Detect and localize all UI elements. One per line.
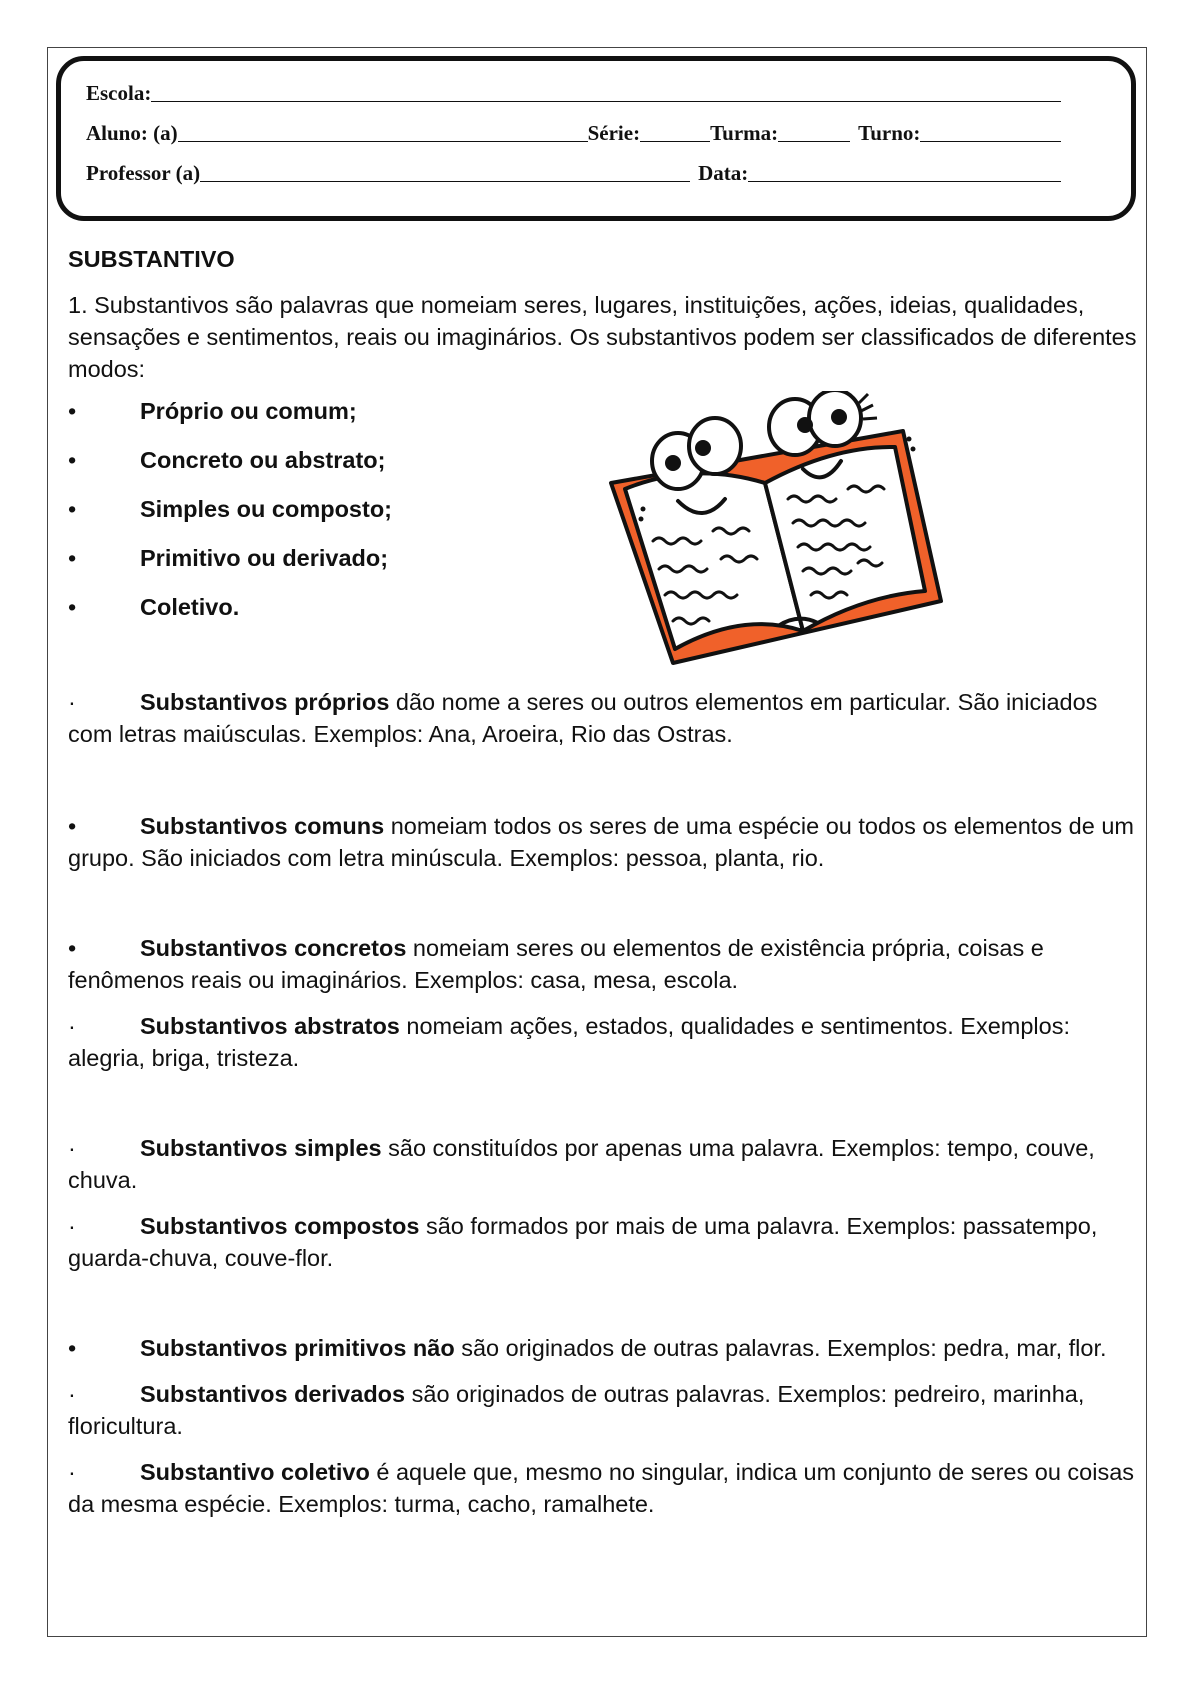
definition-proprios — [68, 686, 1138, 750]
right-pupil-2 — [831, 409, 847, 425]
bullet: • — [68, 1335, 77, 1361]
serie-label: Série: — [587, 121, 641, 145]
escola-label: Escola: — [86, 81, 152, 105]
definition-text: são originados de outras palavras. Exemplos: pedreiro, marinha, floricultura. — [68, 1381, 1085, 1439]
escola-field[interactable] — [151, 101, 1061, 102]
page-title: SUBSTANTIVO — [68, 246, 235, 272]
definition-abstratos — [68, 1010, 1138, 1074]
bullet: · — [68, 1013, 76, 1039]
professor-row — [86, 161, 1061, 186]
definition-term: Substantivos derivados — [140, 1381, 406, 1407]
list-item-label: Próprio ou comum; — [140, 398, 357, 424]
bullet: · — [68, 1381, 76, 1407]
list-item-label: Concreto ou abstrato; — [140, 447, 386, 473]
definition-term: Substantivos primitivos não — [140, 1335, 455, 1361]
intro-paragraph: 1. Substantivos são palavras que nomeiam seres, lugares, instituições, ações, ideias, qualidades, sensações e sentimentos, reais ou imaginários. Os substantivos podem ser classificados de diferentes modos: — [68, 292, 1137, 382]
aluno-label: Aluno: (a) — [86, 121, 178, 145]
definition-term: Substantivos abstratos — [140, 1013, 400, 1039]
professor-label: Professor (a) — [86, 161, 201, 185]
definition-coletivo — [68, 1456, 1138, 1520]
definition-primitivos — [68, 1332, 1138, 1364]
turma-label: Turma: — [710, 121, 779, 145]
aluno-row — [86, 121, 1061, 146]
worksheet-page — [47, 47, 1147, 1637]
student-info-header — [56, 56, 1136, 221]
turno-label: Turno: — [858, 121, 921, 145]
data-field[interactable] — [748, 181, 1061, 182]
definition-text: dão nome a seres ou outros elementos em particular. São iniciados com letras maiúsculas. Exemplos: Ana, Aroeira, Rio das Ostras. — [68, 689, 1098, 747]
definition-text: são constituídos por apenas uma palavra. Exemplos: tempo, couve, chuva. — [68, 1135, 1095, 1193]
definition-simples — [68, 1132, 1138, 1196]
happy-book-illustration — [603, 391, 978, 691]
data-label: Data: — [698, 161, 749, 185]
definition-term: Substantivo coletivo — [140, 1459, 370, 1485]
definition-comuns — [68, 810, 1138, 874]
right-pupil-1 — [797, 417, 813, 433]
definition-text: são formados por mais de uma palavra. Exemplos: passatempo, guarda-chuva, couve-flor. — [68, 1213, 1098, 1271]
definition-term: Substantivos comuns — [140, 813, 385, 839]
definition-term: Substantivos próprios — [140, 689, 390, 715]
aluno-field[interactable] — [178, 141, 588, 142]
turma-field[interactable] — [778, 141, 850, 142]
bullet: • — [68, 545, 77, 571]
bullet: • — [68, 398, 77, 424]
professor-field[interactable] — [200, 181, 690, 182]
definition-text: é aquele que, mesmo no singular, indica um conjunto de seres ou coisas da mesma espécie. Exemplos: turma, cacho, ramalhete. — [68, 1459, 1135, 1517]
definition-concretos — [68, 932, 1138, 996]
bullet: · — [68, 689, 76, 715]
list-item-label: Simples ou composto; — [140, 496, 392, 522]
definition-text: nomeiam seres ou elementos de existência própria, coisas e fenômenos reais ou imaginários. Exemplos: casa, mesa, escola. — [68, 935, 1044, 993]
definition-text: nomeiam ações, estados, qualidades e sentimentos. Exemplos: alegria, briga, tristeza. — [68, 1013, 1070, 1071]
bullet: • — [68, 447, 77, 473]
definition-term: Substantivos simples — [140, 1135, 382, 1161]
bullet: • — [68, 496, 77, 522]
definition-term: Substantivos compostos — [140, 1213, 420, 1239]
bullet: • — [68, 594, 77, 620]
bullet: • — [68, 935, 77, 961]
left-pupil-2 — [695, 440, 711, 456]
list-item-label: Coletivo. — [140, 594, 240, 620]
definition-text: são originados de outras palavras. Exemplos: pedra, mar, flor. — [454, 1335, 1107, 1361]
bullet: · — [68, 1135, 76, 1161]
bullet: • — [68, 813, 77, 839]
bullet: · — [68, 1459, 76, 1485]
turno-field[interactable] — [920, 141, 1061, 142]
definition-text: nomeiam todos os seres de uma espécie ou todos os elementos de um grupo. São iniciados com letra minúscula. Exemplos: pessoa, planta, rio. — [68, 813, 1134, 871]
escola-row — [86, 81, 1061, 106]
serie-field[interactable] — [640, 141, 710, 142]
definition-term: Substantivos concretos — [140, 935, 407, 961]
left-pupil-1 — [665, 455, 681, 471]
definition-derivados — [68, 1378, 1138, 1442]
bullet: · — [68, 1213, 76, 1239]
definition-compostos — [68, 1210, 1138, 1274]
list-item-label: Primitivo ou derivado; — [140, 545, 389, 571]
